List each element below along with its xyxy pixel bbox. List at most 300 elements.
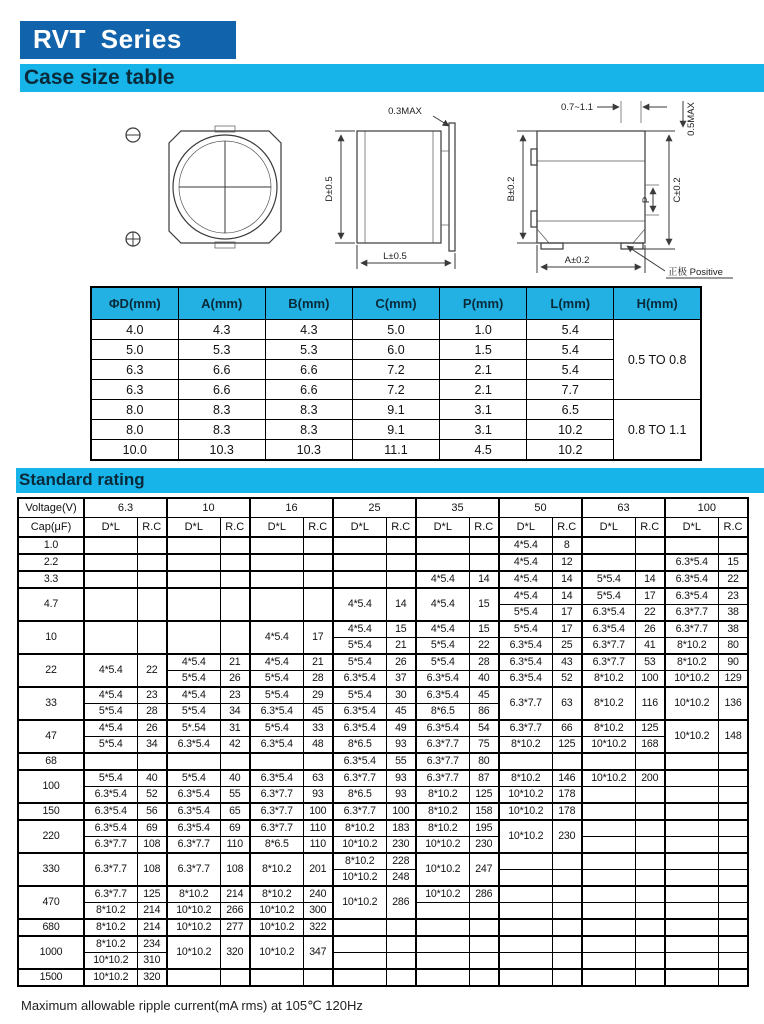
rating-cell: 86 xyxy=(469,704,499,721)
rating-cell xyxy=(333,953,386,970)
case-column-header: A(mm) xyxy=(178,287,265,320)
rating-cell: 8*10.2 xyxy=(582,671,635,688)
rating-cell: 33 xyxy=(18,687,84,720)
rating-cell: 6.3*5.4 xyxy=(84,803,137,820)
rating-table-row xyxy=(18,588,748,605)
rating-cell: 5*5.4 xyxy=(333,638,386,655)
rating-cell: 10 xyxy=(18,621,84,654)
voltage-column-header: 25 xyxy=(333,498,416,518)
rating-cell xyxy=(250,588,303,621)
rating-cell: 4*5.4 xyxy=(499,537,552,554)
rating-cell xyxy=(469,919,499,936)
rating-cell xyxy=(635,820,665,837)
rating-cell: 286 xyxy=(386,886,416,919)
rating-cell xyxy=(469,903,499,920)
rating-cell xyxy=(635,886,665,903)
rating-cell: 34 xyxy=(220,704,250,721)
rating-cell: 470 xyxy=(18,886,84,919)
case-cell: 5.0 xyxy=(352,320,439,340)
rating-cell: 52 xyxy=(552,671,582,688)
rating-cell: 22 xyxy=(18,654,84,687)
rating-cell xyxy=(665,853,718,870)
case-cell: 6.3 xyxy=(91,380,178,400)
rating-cell: 286 xyxy=(469,886,499,903)
rating-cell: 23 xyxy=(220,687,250,704)
rating-cell xyxy=(416,936,469,953)
rating-cell xyxy=(582,969,635,986)
rating-cell: 4*5.4 xyxy=(84,720,137,737)
rating-cell xyxy=(552,969,582,986)
standard-rating-table-header xyxy=(18,498,748,537)
rating-cell: 4*5.4 xyxy=(416,571,469,588)
rating-cell xyxy=(665,886,718,903)
rating-cell: 15 xyxy=(469,588,499,621)
rating-cell: 21 xyxy=(386,638,416,655)
rating-cell: 10*10.2 xyxy=(499,820,552,853)
rating-cell xyxy=(552,853,582,870)
rating-cell xyxy=(582,936,635,953)
case-cell: 4.3 xyxy=(178,320,265,340)
rating-cell: 8*6.5 xyxy=(416,704,469,721)
rating-table-row xyxy=(18,837,748,854)
case-table-row xyxy=(91,380,701,400)
case-cell: 8.0 xyxy=(91,420,178,440)
rating-cell xyxy=(386,571,416,588)
rating-cell xyxy=(137,554,167,571)
rating-table-row xyxy=(18,936,748,953)
rating-cell: 5*5.4 xyxy=(84,770,137,787)
case-cell: 9.1 xyxy=(352,420,439,440)
rating-cell: 5*5.4 xyxy=(250,671,303,688)
rating-cell: 5*5.4 xyxy=(167,671,220,688)
rating-cell xyxy=(137,621,167,654)
case-cell: 8.3 xyxy=(265,400,352,420)
rc-column-header: R.C xyxy=(386,518,416,538)
rating-cell: 90 xyxy=(718,654,748,671)
rating-cell: 6.3*7.7 xyxy=(582,638,635,655)
rating-cell xyxy=(718,886,748,903)
rating-cell: 31 xyxy=(220,720,250,737)
rating-cell: 150 xyxy=(18,803,84,820)
voltage-column-header: 16 xyxy=(250,498,333,518)
rating-cell: 3.3 xyxy=(18,571,84,588)
rating-cell: 41 xyxy=(635,638,665,655)
rating-cell xyxy=(167,571,220,588)
case-cell: 6.6 xyxy=(178,380,265,400)
case-cell: 2.1 xyxy=(440,380,527,400)
rating-cell: 136 xyxy=(718,687,748,720)
rating-cell xyxy=(552,936,582,953)
rating-cell xyxy=(333,571,386,588)
case-column-header: B(mm) xyxy=(265,287,352,320)
rating-cell xyxy=(333,936,386,953)
rating-table-row xyxy=(18,919,748,936)
rating-cell xyxy=(635,554,665,571)
rating-cell xyxy=(84,588,137,621)
case-cell: 6.6 xyxy=(178,360,265,380)
rating-cell: 228 xyxy=(386,853,416,870)
rating-cell xyxy=(635,936,665,953)
rating-cell xyxy=(416,554,469,571)
case-cell: 10.2 xyxy=(527,420,614,440)
rating-cell xyxy=(220,969,250,986)
rc-column-header: R.C xyxy=(303,518,333,538)
rating-cell xyxy=(250,753,303,770)
rating-cell xyxy=(499,953,552,970)
rating-cell xyxy=(333,554,386,571)
rating-cell xyxy=(416,919,469,936)
rating-cell: 17 xyxy=(303,621,333,654)
positive-terminal-label: 正极 Positive xyxy=(668,267,723,278)
rating-cell: 8*10.2 xyxy=(582,687,635,720)
rating-cell: 8*10.2 xyxy=(333,820,386,837)
rating-cell: 25 xyxy=(552,638,582,655)
rating-cell xyxy=(469,969,499,986)
rating-cell: 54 xyxy=(469,720,499,737)
rating-cell: 6.3*5.4 xyxy=(665,554,718,571)
rating-cell xyxy=(386,554,416,571)
rating-cell: 87 xyxy=(469,770,499,787)
case-column-header: L(mm) xyxy=(527,287,614,320)
rating-cell xyxy=(665,903,718,920)
rating-cell: 22 xyxy=(718,571,748,588)
rating-cell: 320 xyxy=(137,969,167,986)
rating-cell: 108 xyxy=(137,853,167,886)
rating-cell: 40 xyxy=(220,770,250,787)
rating-cell: 5*5.4 xyxy=(582,571,635,588)
case-cell: 1.0 xyxy=(440,320,527,340)
capacitor-outline-drawing xyxy=(29,93,735,285)
case-column-header: C(mm) xyxy=(352,287,439,320)
rating-cell: 6.3*7.7 xyxy=(167,837,220,854)
case-table-row xyxy=(91,320,701,340)
rating-cell xyxy=(635,919,665,936)
rc-column-header: R.C xyxy=(469,518,499,538)
rating-table-row xyxy=(18,571,748,588)
rating-cell: 248 xyxy=(386,870,416,887)
rating-cell: 10*10.2 xyxy=(416,837,469,854)
case-cell: 8.0 xyxy=(91,400,178,420)
rating-cell: 158 xyxy=(469,803,499,820)
rating-cell: 5*5.4 xyxy=(167,704,220,721)
case-cell: 6.6 xyxy=(265,360,352,380)
rating-cell: 6.3*5.4 xyxy=(167,820,220,837)
case-cell: 7.7 xyxy=(527,380,614,400)
rating-cell: 100 xyxy=(386,803,416,820)
rating-cell: 10*10.2 xyxy=(333,886,386,919)
rating-cell xyxy=(303,537,333,554)
rating-cell: 183 xyxy=(386,820,416,837)
rating-cell: 69 xyxy=(220,820,250,837)
rating-cell: 37 xyxy=(386,671,416,688)
end-view xyxy=(506,101,733,278)
rating-cell xyxy=(718,820,748,837)
rating-cell: 6.3*5.4 xyxy=(333,753,386,770)
rating-cell xyxy=(469,537,499,554)
case-cell: 5.4 xyxy=(527,360,614,380)
case-cell: 10.3 xyxy=(178,440,265,461)
rating-cell: 28 xyxy=(303,671,333,688)
rating-cell: 234 xyxy=(137,936,167,953)
rating-cell xyxy=(665,753,718,770)
rating-cell xyxy=(582,903,635,920)
rating-cell: 10*10.2 xyxy=(250,919,303,936)
rating-cell xyxy=(635,537,665,554)
case-cell: 5.0 xyxy=(91,340,178,360)
rating-cell: 6.3*5.4 xyxy=(167,803,220,820)
rating-cell xyxy=(167,537,220,554)
case-cell: 1.5 xyxy=(440,340,527,360)
rating-cell: 148 xyxy=(718,720,748,753)
rating-cell xyxy=(220,537,250,554)
rating-cell: 240 xyxy=(303,886,333,903)
rating-cell xyxy=(582,886,635,903)
voltage-column-header: 100 xyxy=(665,498,748,518)
rating-cell: 22 xyxy=(635,605,665,622)
rating-cell: 6.3*7.7 xyxy=(333,803,386,820)
dl-column-header: D*L xyxy=(416,518,469,538)
dl-column-header: D*L xyxy=(84,518,137,538)
case-cell: 6.0 xyxy=(352,340,439,360)
dl-column-header: D*L xyxy=(665,518,718,538)
rating-cell: 230 xyxy=(552,820,582,853)
rating-cell xyxy=(220,554,250,571)
rating-cell xyxy=(635,953,665,970)
rating-cell xyxy=(718,870,748,887)
rating-cell xyxy=(220,621,250,654)
case-size-table-header xyxy=(91,287,701,320)
case-cell: 11.1 xyxy=(352,440,439,461)
rating-cell: 6.3*5.4 xyxy=(499,654,552,671)
rating-cell: 4*5.4 xyxy=(499,554,552,571)
case-cell: 3.1 xyxy=(440,420,527,440)
rating-cell: 200 xyxy=(635,770,665,787)
rating-cell: 125 xyxy=(635,720,665,737)
rating-cell xyxy=(665,919,718,936)
rating-cell: 26 xyxy=(386,654,416,671)
rating-cell: 38 xyxy=(718,605,748,622)
rating-cell xyxy=(582,803,635,820)
rating-cell xyxy=(333,919,386,936)
rating-cell xyxy=(303,554,333,571)
rating-cell: 125 xyxy=(469,787,499,804)
case-cell: 7.2 xyxy=(352,360,439,380)
rating-cell: 55 xyxy=(386,753,416,770)
rating-cell xyxy=(718,936,748,953)
rating-cell: 178 xyxy=(552,787,582,804)
rating-table-row xyxy=(18,886,748,903)
rating-cell: 6.3*7.7 xyxy=(582,654,635,671)
dl-column-header: D*L xyxy=(167,518,220,538)
rating-cell: 26 xyxy=(635,621,665,638)
rating-cell xyxy=(220,753,250,770)
rating-cell: 6.3*5.4 xyxy=(499,671,552,688)
rating-cell: 15 xyxy=(718,554,748,571)
rating-cell: 22 xyxy=(137,654,167,687)
cap-axis-label: Cap(μF) xyxy=(18,518,84,538)
rating-cell: 15 xyxy=(469,621,499,638)
case-cell: 4.3 xyxy=(265,320,352,340)
dim-label-c: C±0.2 xyxy=(672,177,683,203)
rating-cell: 6.3*7.7 xyxy=(499,687,552,720)
voltage-column-header: 10 xyxy=(167,498,250,518)
rating-cell: 10*10.2 xyxy=(84,953,137,970)
rating-cell: 8*6.5 xyxy=(250,837,303,854)
rating-cell: 146 xyxy=(552,770,582,787)
case-cell: 4.5 xyxy=(440,440,527,461)
rating-cell: 29 xyxy=(303,687,333,704)
rating-cell: 6.3*5.4 xyxy=(665,588,718,605)
rating-cell: 195 xyxy=(469,820,499,837)
rating-cell: 38 xyxy=(718,621,748,638)
case-cell: 10.3 xyxy=(265,440,352,461)
rating-cell: 40 xyxy=(469,671,499,688)
rating-cell: 5*5.4 xyxy=(416,638,469,655)
rating-table-row xyxy=(18,554,748,571)
rc-column-header: R.C xyxy=(552,518,582,538)
rating-cell xyxy=(665,537,718,554)
case-cell: 8.3 xyxy=(265,420,352,440)
rating-table-row xyxy=(18,803,748,820)
voltage-column-header: 50 xyxy=(499,498,582,518)
rating-cell: 8*10.2 xyxy=(499,737,552,754)
voltage-column-header: 63 xyxy=(582,498,665,518)
rating-cell xyxy=(582,919,635,936)
rating-cell xyxy=(665,936,718,953)
rating-cell xyxy=(635,969,665,986)
rating-cell: 93 xyxy=(303,787,333,804)
rating-cell: 48 xyxy=(303,737,333,754)
rating-cell: 201 xyxy=(303,853,333,886)
rating-cell xyxy=(416,537,469,554)
rating-cell: 6.3*5.4 xyxy=(416,687,469,704)
rating-cell: 75 xyxy=(469,737,499,754)
rating-cell: 4*5.4 xyxy=(416,621,469,638)
rating-cell: 6.3*7.7 xyxy=(416,770,469,787)
case-cell: 4.0 xyxy=(91,320,178,340)
rating-cell xyxy=(552,870,582,887)
rating-cell: 10*10.2 xyxy=(582,737,635,754)
rating-cell xyxy=(84,621,137,654)
rating-cell: 10*10.2 xyxy=(665,720,718,753)
rating-cell: 4*5.4 xyxy=(416,588,469,621)
rating-cell xyxy=(167,753,220,770)
rating-cell: 6.3*7.7 xyxy=(84,886,137,903)
rating-cell: 10*10.2 xyxy=(665,671,718,688)
rating-cell xyxy=(137,571,167,588)
standard-rating-table xyxy=(17,497,749,987)
rating-cell: 6.3*5.4 xyxy=(84,820,137,837)
rating-cell xyxy=(718,853,748,870)
rating-cell xyxy=(718,770,748,787)
dim-label-05max: 0.5MAX xyxy=(686,102,697,136)
rating-table-row xyxy=(18,737,748,754)
rating-cell xyxy=(718,903,748,920)
rating-cell: 4*5.4 xyxy=(499,588,552,605)
rating-cell: 10*10.2 xyxy=(84,969,137,986)
side-view xyxy=(324,106,455,269)
rating-cell: 6.3*5.4 xyxy=(250,770,303,787)
rating-cell xyxy=(499,969,552,986)
case-cell: 6.6 xyxy=(265,380,352,400)
rating-cell xyxy=(665,820,718,837)
rating-cell: 8*10.2 xyxy=(84,903,137,920)
rating-cell: 15 xyxy=(386,621,416,638)
rating-cell: 23 xyxy=(718,588,748,605)
rating-cell: 30 xyxy=(386,687,416,704)
dimension-diagram xyxy=(29,93,735,285)
rating-cell: 277 xyxy=(220,919,250,936)
rating-cell: 300 xyxy=(303,903,333,920)
rating-cell: 6.3*5.4 xyxy=(416,720,469,737)
case-column-header: ΦD(mm) xyxy=(91,287,178,320)
rating-cell xyxy=(635,870,665,887)
rating-cell: 5*5.4 xyxy=(499,605,552,622)
rating-cell xyxy=(303,969,333,986)
dim-label-p: P xyxy=(641,196,652,204)
rating-cell: 214 xyxy=(137,919,167,936)
rating-cell: 1000 xyxy=(18,936,84,969)
rating-cell xyxy=(386,953,416,970)
rating-cell: 28 xyxy=(469,654,499,671)
rating-cell: 4*5.4 xyxy=(167,654,220,671)
rating-cell: 8*10.2 xyxy=(416,820,469,837)
rating-cell: 6.3*7.7 xyxy=(665,621,718,638)
rating-cell: 5*5.4 xyxy=(499,621,552,638)
rating-cell: 4*5.4 xyxy=(167,687,220,704)
rating-cell xyxy=(552,953,582,970)
rating-table-row xyxy=(18,654,748,671)
rating-table-row xyxy=(18,720,748,737)
dim-label-03max: 0.3MAX xyxy=(388,106,422,117)
rating-cell xyxy=(635,787,665,804)
rating-cell: 10*10.2 xyxy=(167,919,220,936)
dl-column-header: D*L xyxy=(250,518,303,538)
case-cell: 8.3 xyxy=(178,420,265,440)
rating-cell xyxy=(582,537,635,554)
rating-cell: 10*10.2 xyxy=(416,886,469,903)
rating-cell: 14 xyxy=(469,571,499,588)
rating-cell: 6.3*5.4 xyxy=(167,737,220,754)
rating-cell: 8*10.2 xyxy=(416,803,469,820)
rating-cell: 6.3*7.7 xyxy=(333,770,386,787)
rating-cell xyxy=(499,886,552,903)
rating-cell: 8*10.2 xyxy=(250,853,303,886)
case-cell: 9.1 xyxy=(352,400,439,420)
footer-note: Maximum allowable ripple current(mA rms) at 105℃ 120Hz xyxy=(21,998,363,1013)
case-cell: 6.5 xyxy=(527,400,614,420)
rating-cell: 23 xyxy=(137,687,167,704)
rating-table-row xyxy=(18,853,748,870)
rating-cell xyxy=(718,753,748,770)
rating-cell: 34 xyxy=(137,737,167,754)
case-column-header: H(mm) xyxy=(614,287,701,320)
case-cell: 3.1 xyxy=(440,400,527,420)
case-column-header: P(mm) xyxy=(440,287,527,320)
rating-cell xyxy=(386,919,416,936)
rating-cell: 10*10.2 xyxy=(167,936,220,969)
rating-cell: 108 xyxy=(137,837,167,854)
rating-cell: 2.2 xyxy=(18,554,84,571)
rating-cell xyxy=(718,969,748,986)
rating-cell: 66 xyxy=(552,720,582,737)
rating-cell xyxy=(665,770,718,787)
rating-table-row xyxy=(18,687,748,704)
rating-cell xyxy=(718,803,748,820)
rating-cell: 12 xyxy=(552,554,582,571)
rating-cell xyxy=(499,870,552,887)
rating-cell xyxy=(582,853,635,870)
